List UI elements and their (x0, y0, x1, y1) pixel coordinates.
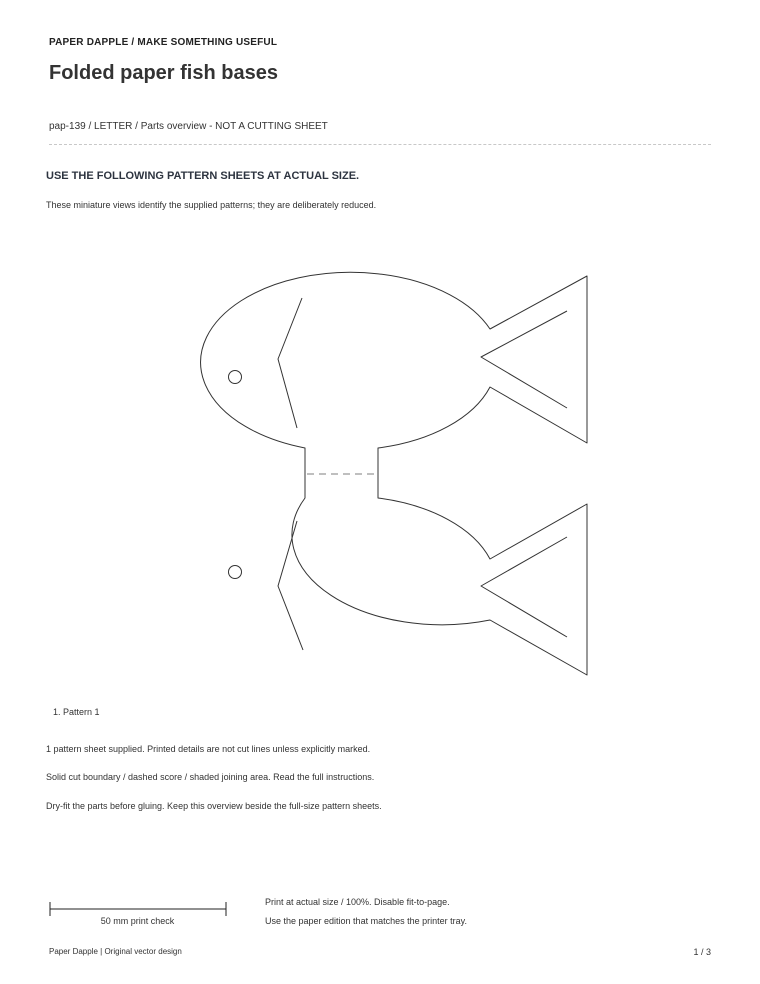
page-title: Folded paper fish bases (49, 62, 278, 84)
brand-line: PAPER DAPPLE / MAKE SOMETHING USEFUL (49, 37, 278, 48)
print-instruction-1: Print at actual size / 100%. Disable fit-to-page. (265, 897, 450, 907)
fish-bottom-eye-icon (229, 566, 242, 579)
fish-top-gill (278, 298, 302, 428)
section-heading: USE THE FOLLOWING PATTERN SHEETS AT ACTUAL SIZE. (46, 170, 360, 182)
fish-top-outline (201, 272, 587, 476)
fish-bottom-gill (278, 521, 303, 650)
scale-label: 50 mm print check (100, 916, 175, 926)
note-dry-fit: Dry-fit the parts before gluing. Keep this overview beside the full-size pattern sheets. (46, 801, 382, 811)
intro-text: These miniature views identify the supplied patterns; they are deliberately reduced. (46, 200, 377, 210)
header-divider (49, 144, 711, 145)
pattern-caption: 1. Pattern 1 (53, 707, 100, 717)
scale-bar (49, 901, 229, 917)
note-sheet-count: 1 pattern sheet supplied. Printed details are not cut lines unless explicitly marked. (46, 744, 371, 754)
document-meta: pap-139 / LETTER / Parts overview - NOT A CUTTING SHEET (49, 121, 328, 132)
fish-bottom-outline (292, 476, 587, 675)
pattern-diagram (0, 250, 760, 700)
fish-top-eye-icon (229, 371, 242, 384)
fish-top-tail-cut (481, 311, 567, 408)
note-line-legend: Solid cut boundary / dashed score / shaded joining area. Read the full instructions. (46, 772, 375, 782)
footer-credit: Paper Dapple | Original vector design (49, 947, 182, 956)
print-instruction-2: Use the paper edition that matches the printer tray. (265, 916, 467, 926)
page-number: 1 / 3 (693, 947, 711, 957)
